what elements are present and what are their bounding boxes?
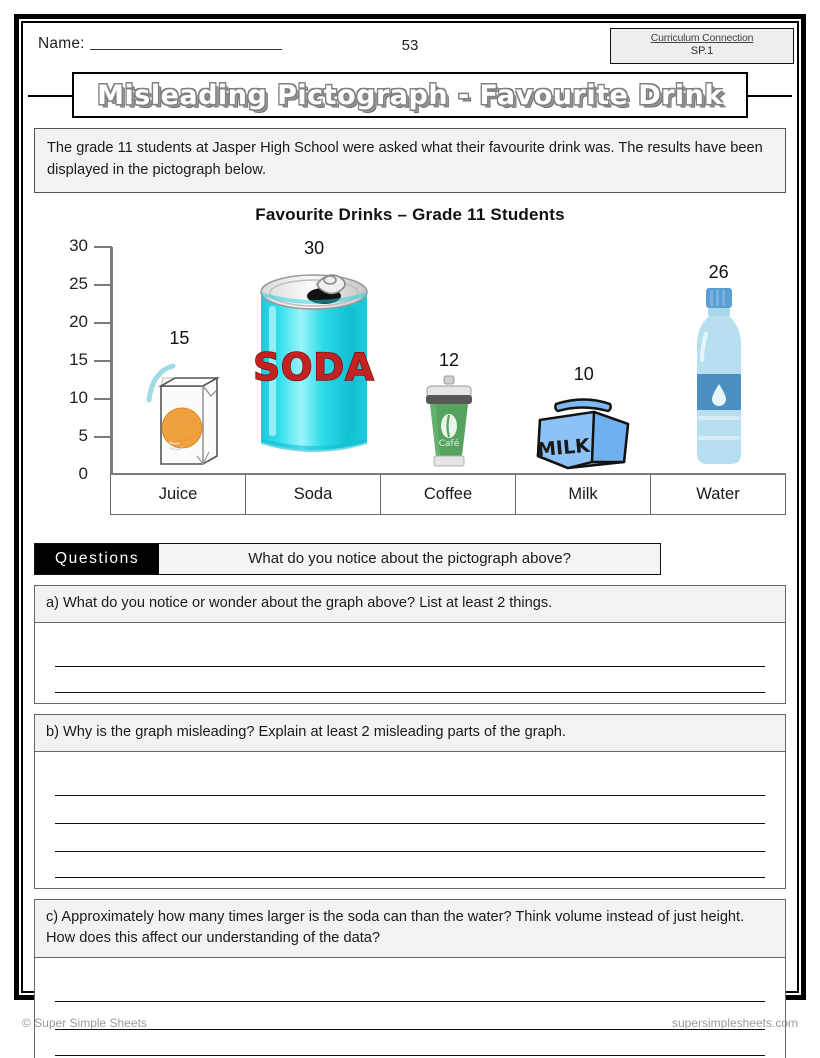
answer-line[interactable] — [55, 639, 765, 667]
answer-line[interactable] — [55, 824, 765, 852]
question-block-a — [34, 585, 786, 704]
category-label-milk: Milk — [516, 475, 651, 514]
answer-line[interactable] — [55, 768, 765, 796]
pictograph-item-soda — [247, 237, 382, 475]
y-tick-mark — [94, 322, 112, 324]
pictograph-item-milk — [516, 247, 651, 475]
value-label-coffee: 12 — [438, 349, 459, 370]
questions-banner — [34, 543, 661, 575]
curriculum-connection-code: SP.1 — [690, 45, 714, 58]
y-tick-mark — [94, 398, 112, 400]
curriculum-connection-title: Curriculum Connection — [650, 32, 754, 44]
y-tick-label: 10 — [69, 387, 88, 407]
intro-paragraph: The grade 11 students at Jasper High School were asked what their favourite drink was. The results have been displayed in the pictograph below. — [34, 128, 786, 193]
curriculum-connection-box — [610, 28, 794, 64]
y-tick-label: 15 — [69, 349, 88, 369]
page-number: 53 — [401, 37, 419, 54]
questions-banner-label: Questions — [35, 544, 159, 574]
chart-title: Favourite Drinks – Grade 11 Students — [255, 204, 565, 224]
page-title: Misleading Pictograph - Favourite Drink — [97, 79, 723, 111]
value-label-milk: 10 — [573, 363, 594, 384]
header-row — [26, 26, 794, 70]
answer-line[interactable] — [55, 667, 765, 693]
y-tick-mark — [94, 436, 112, 438]
y-tick-mark — [94, 246, 112, 248]
value-label-juice: 15 — [169, 327, 190, 348]
svg-text:MILK: MILK — [535, 434, 591, 462]
question-block-b — [34, 714, 786, 889]
question-block-c — [34, 899, 786, 1058]
juice-box-icon — [131, 352, 227, 475]
water-bottle-icon — [684, 286, 754, 475]
answer-area-b[interactable] — [34, 752, 786, 889]
soda-can-icon — [251, 262, 377, 475]
footer-website: supersimplesheets.com — [671, 1016, 798, 1030]
title-rule-left — [28, 95, 72, 97]
question-prompt-a: a) What do you notice or wonder about the graph above? List at least 2 things. — [34, 585, 786, 623]
category-label-soda: Soda — [246, 475, 381, 514]
y-tick-label: 30 — [69, 235, 88, 255]
value-label-soda: 30 — [304, 237, 325, 258]
question-prompt-b: b) Why is the graph misleading? Explain at least 2 misleading parts of the graph. — [34, 714, 786, 752]
svg-text:SODA: SODA — [253, 345, 375, 389]
y-tick-label: 5 — [78, 425, 88, 445]
pictograph-item-juice — [112, 247, 247, 475]
coffee-cup-icon — [418, 374, 480, 475]
milk-carton-icon — [532, 388, 636, 475]
answer-area-c[interactable] — [34, 958, 786, 1058]
answer-line[interactable] — [55, 974, 765, 1002]
pictograph-icon-row — [112, 237, 786, 475]
title-rule-right — [748, 95, 792, 97]
category-label-coffee: Coffee — [381, 475, 516, 514]
y-tick-label: 25 — [69, 273, 88, 293]
category-label-water: Water — [696, 484, 740, 503]
questions-banner-text: What do you notice about the pictograph above? — [159, 544, 660, 574]
value-label-water: 26 — [708, 261, 729, 282]
name-label: Name: — [38, 35, 85, 52]
answer-area-a[interactable] — [34, 623, 786, 704]
answer-line[interactable] — [55, 796, 765, 824]
worksheet-content — [26, 26, 794, 988]
page-footer — [14, 1016, 806, 1030]
footer-copyright: © Super Simple Sheets — [22, 1016, 147, 1030]
title-banner — [26, 72, 794, 118]
pictograph-item-water — [651, 247, 786, 475]
pictograph-chart — [34, 205, 786, 535]
y-tick-mark — [94, 360, 112, 362]
answer-line[interactable] — [55, 1030, 765, 1056]
y-tick-label: 20 — [69, 311, 88, 331]
question-prompt-c: c) Approximately how many times larger is the soda can than the water? Think volume instead of just height. How does this affect our understanding of the data? — [34, 899, 786, 958]
answer-line[interactable] — [55, 852, 765, 878]
category-label-strip — [110, 475, 786, 515]
chart-plot-area — [34, 229, 786, 503]
category-label-juice: Juice — [111, 475, 246, 514]
title-box — [72, 72, 748, 118]
y-tick-mark — [94, 284, 112, 286]
pictograph-item-coffee — [382, 247, 517, 475]
y-tick-label: 0 — [78, 463, 88, 483]
svg-text:Café: Café — [438, 438, 460, 449]
